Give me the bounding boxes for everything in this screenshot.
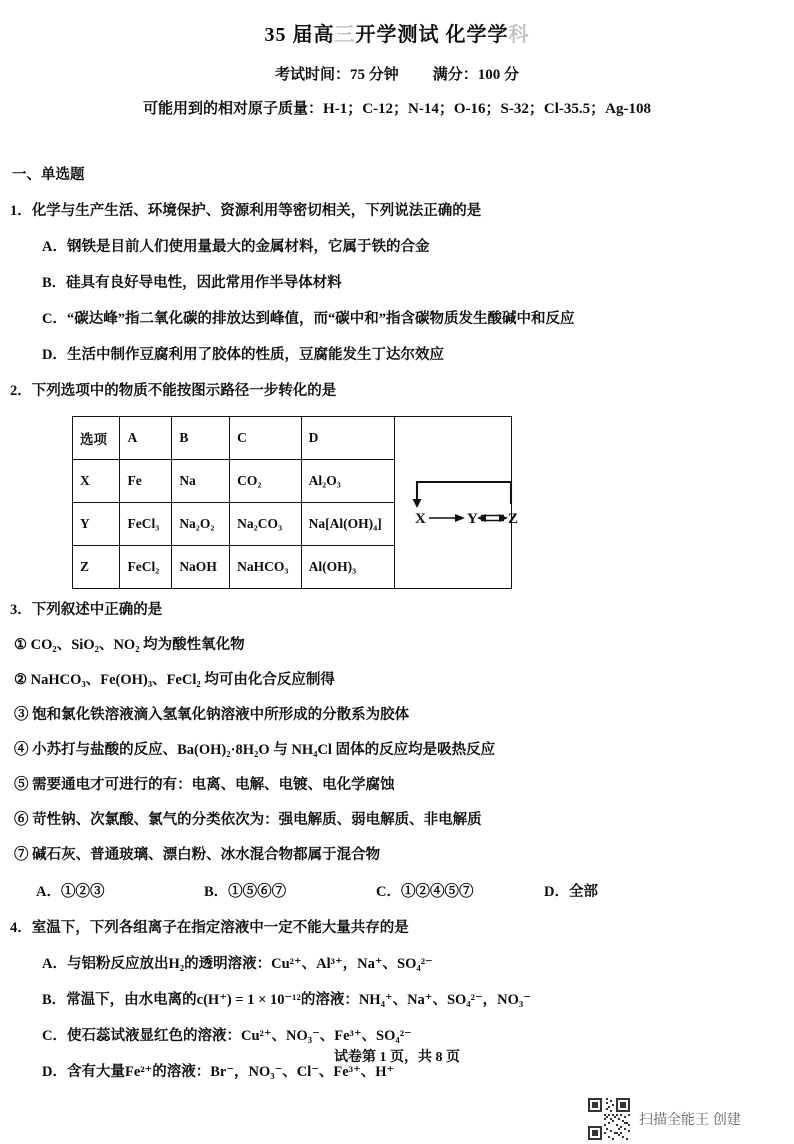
diagram-node-x: X xyxy=(414,510,426,527)
table-row xyxy=(73,546,395,589)
table-cell: CO₂ xyxy=(230,460,301,503)
question-3-option-d[interactable]: D．全部 xyxy=(544,884,598,900)
table-cell: Na₂O₂ xyxy=(172,503,230,546)
table-cell: Al(OH)₃ xyxy=(301,546,394,589)
diagram-node-y: Y xyxy=(466,510,478,527)
question-3-option-a[interactable]: A．①②③ xyxy=(36,884,105,900)
table-header-cell: D xyxy=(301,417,394,460)
table-row xyxy=(73,460,395,503)
table-row xyxy=(73,503,395,546)
question-3-statement-5: ⑤ 需要通电才可进行的有：电离、电解、电镀、电化学腐蚀 xyxy=(14,777,395,793)
question-3-statement-4: ④ 小苏打与盐酸的反应、Ba(OH)₂·8H₂O 与 NH₄Cl 固体的反应均是吸热反应 xyxy=(14,742,496,758)
exam-total-score: 满分：100 分 xyxy=(432,67,520,83)
atomic-masses-line: 可能用到的相对原子质量：H-1；C-12；N-14；O-16；S-32；Cl-35.5；Ag-108 xyxy=(143,101,651,117)
table-cell: Na xyxy=(172,460,230,503)
page-title-prefix: 35 届高 xyxy=(264,24,335,46)
table-cell: Fe xyxy=(120,460,172,503)
page-footer: 试卷第 1 页，共 8 页 xyxy=(334,1050,460,1065)
table-cell: Na₂CO₃ xyxy=(230,503,301,546)
question-1-option-c[interactable]: C．“碳达峰”指二氧化碳的排放达到峰值，而“碳中和”指含碳物质发生酸碱中和反应 xyxy=(42,311,575,327)
question-4-option-c[interactable]: C．使石蕊试液显红色的溶液：Cu²⁺、NO₃⁻、Fe³⁺、SO₄²⁻ xyxy=(42,1028,412,1044)
table-cell: Al₂O₃ xyxy=(301,460,394,503)
table-header-cell: C xyxy=(230,417,301,460)
diagram-node-z: Z xyxy=(507,510,518,527)
table-row-label: Y xyxy=(73,503,120,546)
question-3-statement-6: ⑥ 苛性钠、次氯酸、氯气的分类依次为：强电解质、弱电解质、非电解质 xyxy=(14,812,482,828)
exam-time: 考试时间：75 分钟 xyxy=(274,67,399,83)
question-4-option-b[interactable]: B．常温下，由水电离的c(H⁺) = 1 × 10⁻¹²的溶液：NH₄⁺、Na⁺、SO₄²⁻，NO₃⁻ xyxy=(42,992,531,1008)
question-4-option-d[interactable]: D．含有大量Fe²⁺的溶液：Br⁻，NO₃⁻、Cl⁻、Fe³⁺、H⁺ xyxy=(42,1064,395,1080)
table-row-label: X xyxy=(73,460,120,503)
question-2-table-block xyxy=(72,416,518,589)
question-1-stem: 1．化学与生产生活、环境保护、资源利用等密切相关，下列说法正确的是 xyxy=(10,203,482,219)
question-4-stem: 4．室温下，下列各组离子在指定溶液中一定不能大量共存的是 xyxy=(10,920,409,936)
transformation-path-diagram xyxy=(407,474,533,532)
question-3-option-c[interactable]: C．①②④⑤⑦ xyxy=(376,884,474,900)
question-3-stem: 3．下列叙述中正确的是 xyxy=(10,602,163,618)
transformation-options-table xyxy=(72,416,395,589)
question-2-stem: 2．下列选项中的物质不能按图示路径一步转化的是 xyxy=(10,383,337,399)
question-1-option-b[interactable]: B．硅具有良好导电性，因此常用作半导体材料 xyxy=(42,275,342,291)
page-title xyxy=(0,20,794,50)
page-title-faded-grade: 三 xyxy=(334,24,356,46)
table-cell: NaOH xyxy=(172,546,230,589)
question-3-option-b[interactable]: B．①⑤⑥⑦ xyxy=(204,884,287,900)
table-cell: FeCl₂ xyxy=(120,546,172,589)
question-1-option-a[interactable]: A．钢铁是目前人们使用量最大的金属材料，它属于铁的合金 xyxy=(42,239,430,255)
table-cell: FeCl₃ xyxy=(120,503,172,546)
table-header-cell: 选项 xyxy=(73,417,120,460)
page-title-mid: 开学测试 化学学 xyxy=(355,24,509,46)
table-header-cell: A xyxy=(120,417,172,460)
page-title-faded-subject: 科 xyxy=(508,24,530,46)
question-3-statement-7: ⑦ 碱石灰、普通玻璃、漂白粉、冰水混合物都属于混合物 xyxy=(14,847,381,863)
question-3-answer-row xyxy=(36,881,794,903)
exam-info-line xyxy=(0,64,794,86)
table-header-row xyxy=(73,417,395,460)
question-4-option-a[interactable]: A．与铝粉反应放出H₂的透明溶液：Cu²⁺、Al³⁺，Na⁺、SO₄²⁻ xyxy=(42,956,433,972)
camscanner-watermark xyxy=(588,1098,741,1140)
question-3-statement-1: ① CO₂、SiO₂、NO₂ 均为酸性氧化物 xyxy=(14,637,245,653)
question-3-statement-2: ② NaHCO₃、Fe(OH)₃、FeCl₂ 均可由化合反应制得 xyxy=(14,672,335,688)
watermark-label: 扫描全能王 创建 xyxy=(639,1111,741,1127)
table-row-label: Z xyxy=(73,546,120,589)
section-title-single-choice: 一、单选题 xyxy=(12,167,85,183)
transformation-diagram-cell xyxy=(395,416,518,589)
question-3-statement-3: ③ 饱和氯化铁溶液滴入氢氧化钠溶液中所形成的分散系为胶体 xyxy=(14,707,410,723)
table-header-cell: B xyxy=(172,417,230,460)
qr-code-icon xyxy=(588,1098,630,1140)
table-cell: Na[Al(OH)₄] xyxy=(301,503,394,546)
table-cell: NaHCO₃ xyxy=(230,546,301,589)
exam-page xyxy=(0,20,794,1144)
question-1-option-d[interactable]: D．生活中制作豆腐利用了胶体的性质，豆腐能发生丁达尔效应 xyxy=(42,347,444,363)
